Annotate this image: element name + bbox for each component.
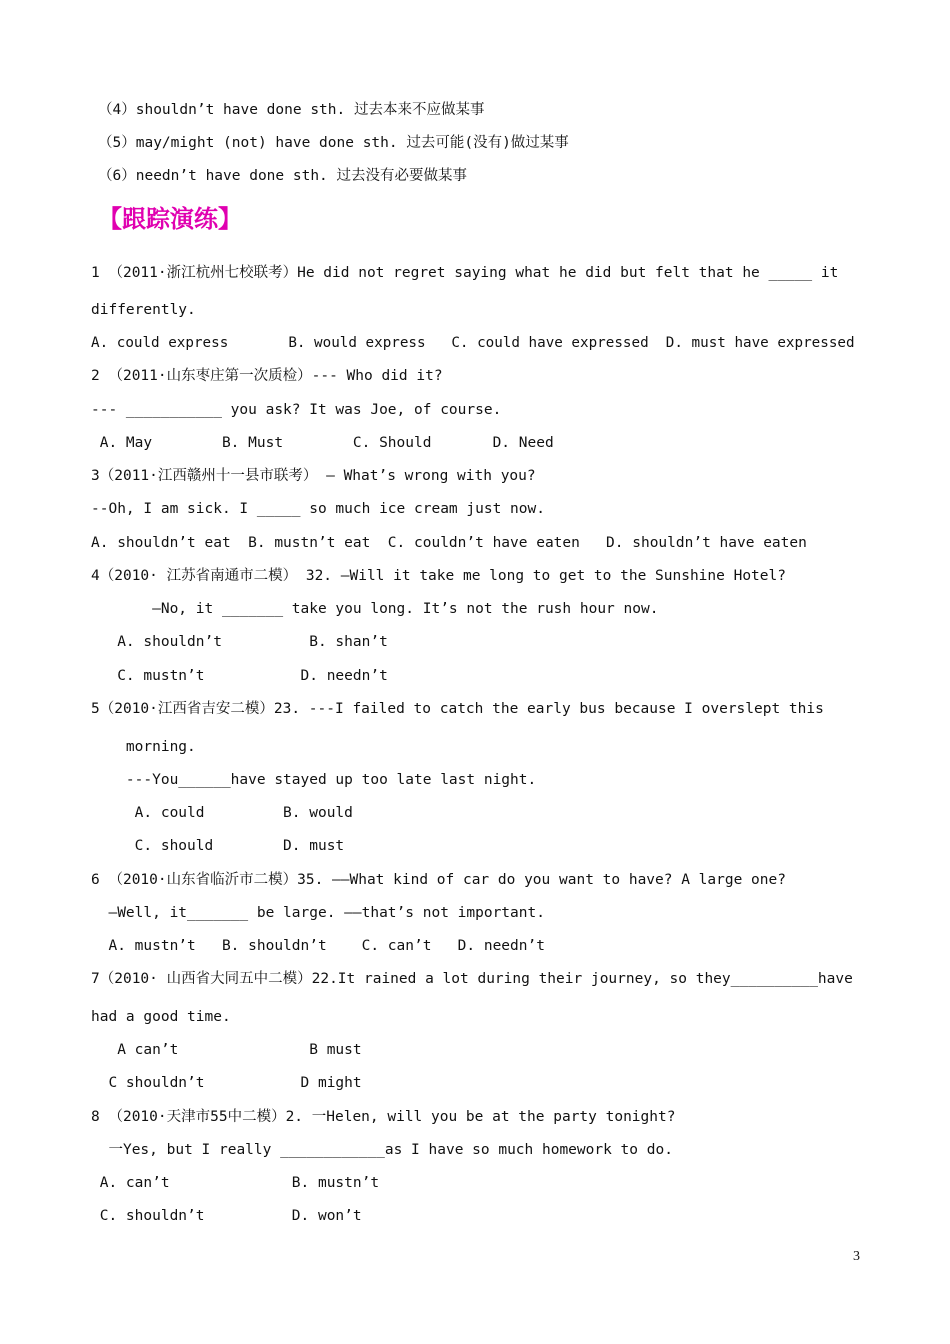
exercise-line: —Well, it_______ be large. ——that’s not important. bbox=[91, 905, 545, 921]
exercise-line: 4（2010· 江苏省南通市二模） 32. —Will it take me long to get to the Sunshine Hotel? bbox=[91, 568, 786, 584]
exercise-line: 1 （2011·浙江杭州七校联考）He did not regret saying what he did but felt that he _____ it bbox=[91, 265, 839, 281]
exercise-line: ---You______have stayed up too late last night. bbox=[91, 772, 537, 788]
exercise-line: A. can’t B. mustn’t bbox=[91, 1175, 380, 1191]
exercise-line: 5（2010·江西省吉安二模）23. ---I failed to catch the early bus because I overslept this bbox=[91, 701, 824, 717]
exercise-line: --- ___________ you ask? It was Joe, of course. bbox=[91, 402, 502, 418]
exercise-line: had a good time. bbox=[91, 1009, 231, 1025]
exercise-line: A. shouldn’t eat B. mustn’t eat C. couldn’t have eaten D. shouldn’t have eaten bbox=[91, 535, 807, 551]
exercise-line: C. should D. must bbox=[91, 838, 345, 854]
exercise-line: A can’t B must bbox=[91, 1042, 362, 1058]
note-line: （6）needn’t have done sth. 过去没有必要做某事 bbox=[98, 168, 468, 184]
exercise-line: C shouldn’t D might bbox=[91, 1075, 362, 1091]
exercise-line: 一Yes, but I really ____________as I have so much homework to do. bbox=[91, 1142, 673, 1158]
exercise-line: —No, it _______ take you long. It’s not the rush hour now. bbox=[91, 601, 659, 617]
exercise-line: 3（2011·江西赣州十一县市联考） – What’s wrong with you? bbox=[91, 468, 536, 484]
exercise-line: 2 （2011·山东枣庄第一次质检）--- Who did it? bbox=[91, 368, 443, 384]
page-number: 3 bbox=[853, 1249, 860, 1264]
exercise-line: morning. bbox=[91, 739, 196, 755]
exercise-line: A. could express B. would express C. could have expressed D. must have expressed bbox=[91, 335, 855, 351]
exercise-line: C. shouldn’t D. won’t bbox=[91, 1208, 362, 1224]
exercise-line: 8 （2010·天津市55中二模）2. 一Helen, will you be at the party tonight? bbox=[91, 1109, 676, 1125]
exercise-line: --Oh, I am sick. I _____ so much ice cream just now. bbox=[91, 501, 545, 517]
exercise-line: C. mustn’t D. needn’t bbox=[91, 668, 388, 684]
exercise-line: A. May B. Must C. Should D. Need bbox=[91, 435, 554, 451]
exercise-line: differently. bbox=[91, 302, 196, 318]
note-line: （4）shouldn’t have done sth. 过去本来不应做某事 bbox=[98, 102, 485, 118]
section-heading: 【跟踪演练】 bbox=[98, 205, 242, 233]
exercise-line: 6 （2010·山东省临沂市二模）35. ——What kind of car do you want to have? A large one? bbox=[91, 872, 786, 888]
exercise-line: A. mustn’t B. shouldn’t C. can’t D. needn’t bbox=[91, 938, 545, 954]
exercise-line: 7（2010· 山西省大同五中二模）22.It rained a lot during their journey, so they__________have bbox=[91, 971, 853, 987]
note-line: （5）may/might (not) have done sth. 过去可能(没有)做过某事 bbox=[98, 135, 569, 151]
exercise-line: A. could B. would bbox=[91, 805, 353, 821]
exercise-line: A. shouldn’t B. shan’t bbox=[91, 634, 388, 650]
